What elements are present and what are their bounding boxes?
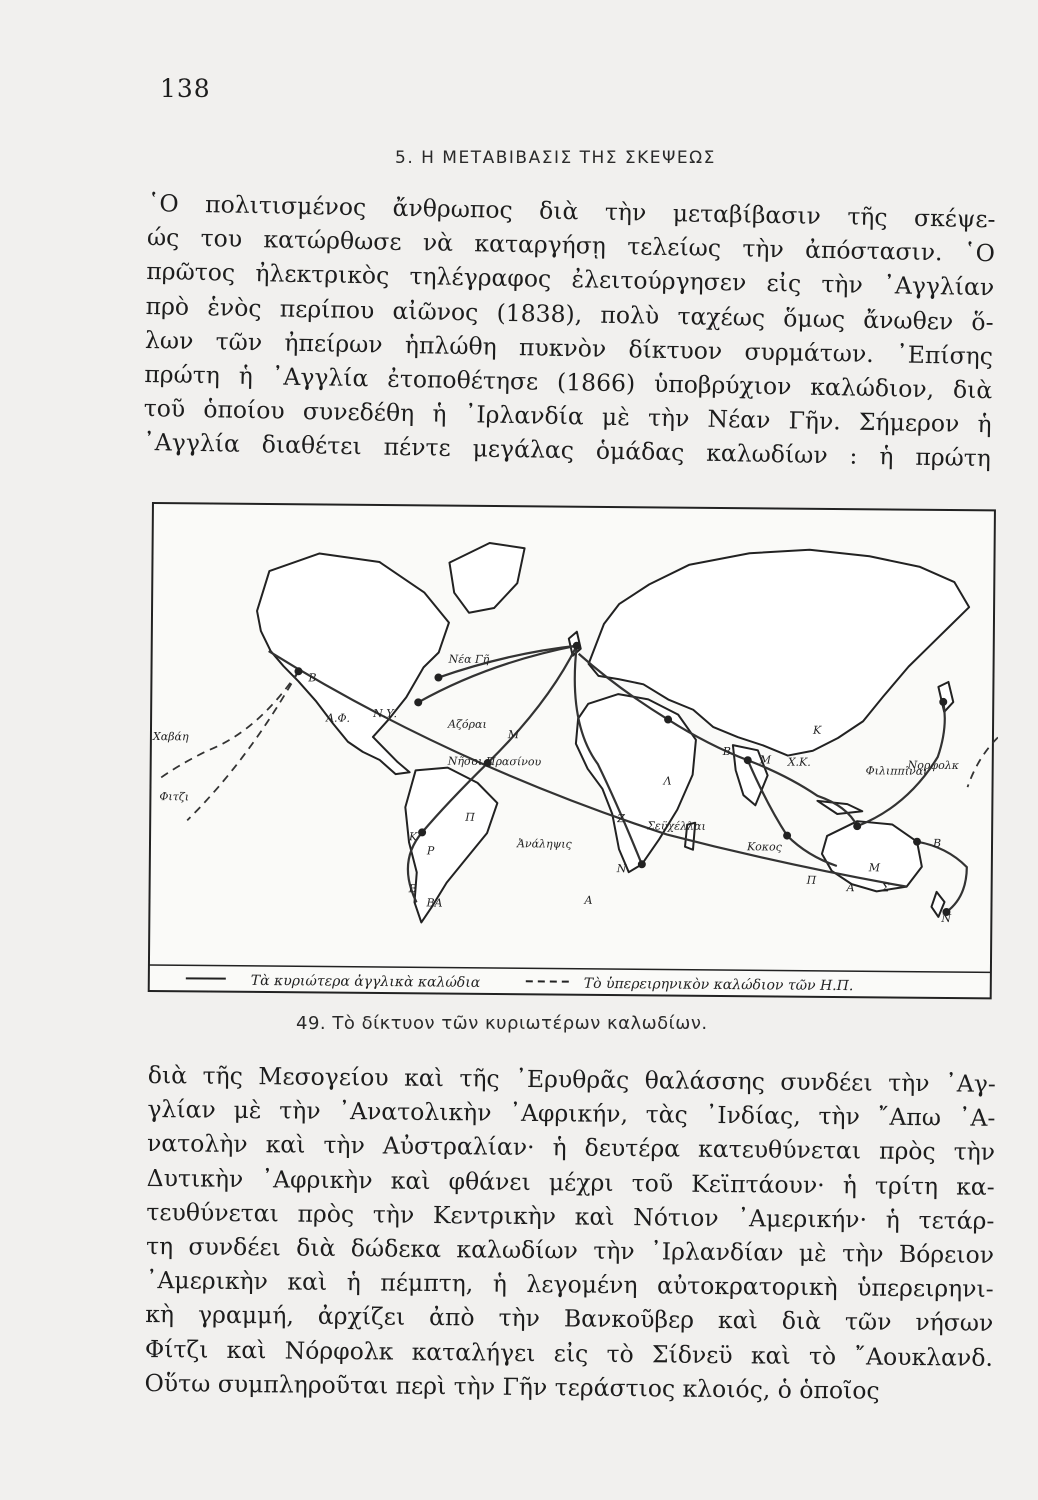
paragraph-bottom	[144, 1058, 996, 1409]
map-label: Κ	[409, 830, 418, 844]
map-label: Μ	[507, 728, 520, 742]
legend-dashed-label: Τὸ ὑπερειρηνικὸν καλώδιον τῶν Η.Π.	[583, 975, 854, 995]
map-label: Π	[465, 810, 475, 824]
text-line: πρὸ ἑνὸς περίπου αἰῶνος (1838), πολὺ ταχέως ὅμως ἄνωθεν ὅ-	[145, 291, 994, 336]
map-label: Φιτζι	[159, 790, 190, 804]
legend-solid-label: Τὰ κυριώτερα ἀγγλικὰ καλώδια	[250, 972, 481, 991]
text-line: γλίαν μὲ τὴν ᾿Ανατολικὴν ᾿Αφρικήν, τὰς ᾿Ινδίας, τὴν ῎Απω ᾿Α-	[147, 1095, 996, 1133]
section-title: 5. Η ΜΕΤΑΒΙΒΑΣΙΣ ΤΗΣ ΣΚΕΨΕΩΣ	[395, 148, 716, 168]
text-line: Οὕτω συμπληροῦται περὶ τὴν Γῆν τεράστιος κλοιός, ὁ ὁποῖος	[144, 1368, 880, 1405]
map-label: Β	[932, 836, 942, 850]
cable-map-figure	[146, 500, 1000, 1007]
map-label: ΒΑ	[426, 896, 443, 910]
text-line: τευθύνεται πρὸς τὴν Κεντρικὴν καὶ Νότιον ᾿Αμερικήν· ἡ τετάρ-	[146, 1197, 995, 1235]
map-label: Β	[408, 882, 417, 896]
map-label: Νέα Γῆ	[448, 652, 490, 666]
map-label: Α.Φ.	[326, 711, 351, 725]
map-label: Μ	[868, 861, 881, 875]
map-label: Λ	[663, 774, 672, 788]
figure-caption: 49. Τὸ δίκτυον τῶν κυριωτέρων καλωδίων.	[296, 1013, 708, 1034]
text-line: ώς του κατώρθωσε νὰ καταργήσῃ τελείως τὴν ἀπόστασιν. ῾Ο	[146, 223, 996, 268]
paragraph-top	[143, 186, 996, 476]
map-label: Αζόραι	[447, 717, 487, 731]
text-line: πρῶτος ἠλεκτρικὸς τηλέγραφος ἐλειτούργησεν εἰς τὴν ᾿Αγγλίαν	[146, 257, 995, 302]
map-label: Νορφολκ	[907, 758, 960, 773]
text-line: Φίτζι καὶ Νόρφολκ καταλήγει εἰς τὸ Σίδνεϋ καὶ τὸ ῎Αουκλανδ.	[144, 1334, 994, 1372]
text-line: πρώτη ἡ ᾿Αγγλία ἐτοποθέτησε (1866) ὑποβρύχιον καλώδιον, διὰ	[144, 359, 993, 405]
map-label: Ν	[941, 911, 952, 926]
text-line: κὴ γραμμή, ἀρχίζει ἀπὸ τὴν Βανκοῦβερ καὶ διὰ τῶν νήσων	[145, 1300, 994, 1338]
map-label: Β	[308, 671, 317, 685]
map-label: Α	[584, 893, 593, 907]
text-line: ῾Ο πολιτισμένος ἄνθρωπος διὰ τὴν μεταβίβασιν τῆς σκέψε-	[147, 188, 996, 234]
text-line: λων τῶν ἠπείρων ἡπλώθη πυκνὸν δίκτυον συρμάτων. ᾿Επίσης	[144, 325, 994, 371]
map-label: Ἀνάληψις	[516, 837, 572, 851]
text-line: ᾿Αμερικὴν καὶ ἡ πέμπτη, ἡ λεγομένη αὐτοκρατορικὴ ὑπερειρηνι-	[145, 1266, 994, 1304]
map-label: Κοκος	[746, 840, 782, 854]
map-label: Ζ	[617, 812, 625, 826]
map-label: Α	[846, 881, 855, 895]
map-label: Π	[806, 873, 817, 887]
map-label: Φιλιππῖναι	[865, 764, 928, 778]
map-label: Ν.Υ.	[373, 706, 398, 721]
map-label: Σεϋχέλλαι	[647, 819, 706, 833]
page-number: 138	[160, 74, 211, 103]
map-label: Νῆσοι Πρασίνου	[447, 754, 542, 769]
map-label: Ρ	[426, 844, 435, 858]
text-line: τη συνδέει διὰ δώδεκα καλωδίων τὴν ᾿Ιρλανδίαν μὲ τὴν Βόρειον	[145, 1232, 995, 1269]
text-line: διὰ τῆς Μεσογείου καὶ τῆς ᾿Ερυθρᾶς θαλάσσης συνδέει τὴν ᾿Αγ-	[147, 1060, 996, 1098]
world-map	[146, 500, 1000, 1002]
text-line: Δυτικὴν ᾿Αφρικὴν καὶ φθάνει μέχρι τοῦ Κεϊπτάουν· ἡ τρίτη κα-	[146, 1163, 995, 1201]
text-line: ᾿Αγγλία διαθέτει πέντε μεγάλας ὁμάδας καλωδίων : ἡ πρώτη	[142, 428, 992, 473]
map-label: Κ	[812, 723, 822, 737]
text-line: τοῦ ὁποίου συνεδέθη ἡ ᾿Ιρλανδία μὲ τὴν Νέαν Γῆν. Σήμερον ἡ	[143, 394, 992, 439]
map-label: Ν	[616, 862, 627, 876]
map-label: Σ	[881, 881, 890, 895]
text-line: νατολὴν καὶ τὴν Αὐστραλίαν· ἡ δευτέρα κατευθύνεται πρὸς τὴν	[146, 1129, 996, 1167]
map-label: Χ.Κ.	[787, 755, 811, 769]
map-label: Μ	[759, 753, 772, 767]
map-label: Χαβάη	[152, 730, 189, 744]
map-label: Β	[722, 745, 731, 759]
